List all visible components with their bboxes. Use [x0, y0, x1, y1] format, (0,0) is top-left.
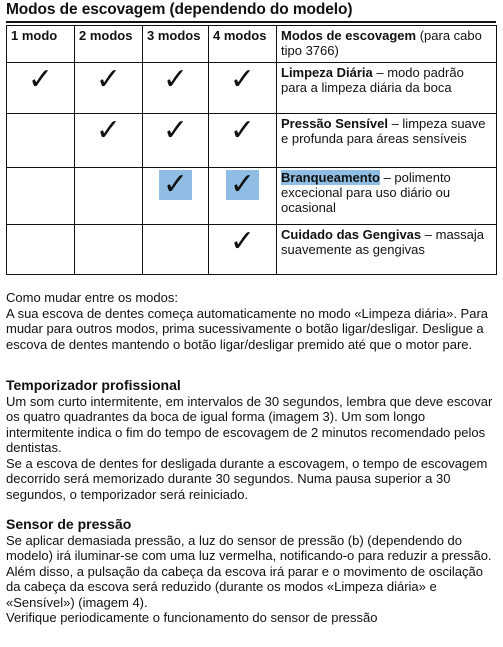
checkmark-icon: ✓ [95, 113, 122, 148]
mode-cell [7, 168, 75, 225]
timer-paragraph-1: Um som curto intermitente, em intervalos de 30 segundos, lembra que deve escovar os quatro quadrantes da boca de igual forma (imagem 3). Um som longo intermitente indica o fim do tempo de escovagem de 2 minutos recomendado pelos dentistas. [6, 393, 493, 455]
header-4-modes: 4 modos [209, 26, 277, 63]
mode-description [277, 63, 497, 114]
mode-cell [7, 225, 75, 275]
checkmark-icon: ✓ [159, 170, 192, 200]
checkmark-icon: ✓ [229, 113, 256, 148]
header-3-modes: 3 modos [143, 26, 209, 63]
table-row [7, 168, 497, 225]
checkmark-icon: ✓ [95, 62, 122, 97]
mode-name: Limpeza Diária [281, 65, 373, 80]
mode-name: Branqueamento [281, 170, 380, 185]
mode-cell [209, 114, 277, 168]
change-modes-text: A sua escova de dentes começa automaticamente no modo «Limpeza diária». Para mudar para outros modos, prima sucessivamente o botão ligar/desligar. Desligue a escova de dentes mantendo o botão ligar/desligar premido até que o motor pare. [6, 305, 489, 352]
change-modes-intro: Como mudar entre os modos: [6, 290, 178, 305]
mode-cell [143, 168, 209, 225]
mode-name: Cuidado das Gengivas [281, 227, 422, 242]
mode-text: – limpeza suave e profunda para áreas sensíveis [281, 116, 486, 146]
mode-name: Pressão Sensível [281, 116, 388, 131]
checkmark-icon: ✓ [226, 170, 259, 200]
header-2-modes: 2 modos [75, 26, 143, 63]
mode-cell [75, 63, 143, 114]
mode-cell [7, 114, 75, 168]
header-brushing-modes-label: Modos de escovagem [281, 28, 417, 43]
pressure-paragraph-1: Se aplicar demasiada pressão, a luz do sensor de pressão (b) (dependendo do modelo) irá iluminar-se com uma luz vermelha, notificando-o para reduzir a pressão. Além disso, a pulsação da cabeça da escova irá parar e o movimento de oscilação da cabeça da escova será reduzido (durante os modos «Limpeza diária» e «Sensível») (imagem 4). [6, 532, 492, 610]
table-header-row [7, 26, 497, 63]
timer-paragraph-2: Se a escova de dentes for desligada durante a escovagem, o tempo de escovagem decorrido será memorizado durante 30 segundos. Numa pausa superior a 30 segundos, o temporizador será reiniciado. [6, 455, 488, 502]
mode-cell [143, 63, 209, 114]
header-handle-type: (para cabo tipo 3766) [281, 28, 482, 58]
pressure-title: Sensor de pressão [6, 516, 132, 532]
mode-cell [75, 114, 143, 168]
mode-cell [209, 225, 277, 275]
modes-table [6, 25, 497, 275]
checkmark-icon: ✓ [229, 224, 256, 259]
mode-cell [75, 168, 143, 225]
section-heading-modes: Modos de escovagem (dependendo do modelo) [6, 1, 353, 18]
timer-title: Temporizador profissional [6, 377, 181, 393]
mode-cell [143, 225, 209, 275]
checkmark-icon: ✓ [162, 113, 189, 148]
mode-text: – polimento excecional para uso diário ou ocasional [281, 170, 451, 215]
mode-text: – modo padrão para a limpeza diária da boca [281, 65, 464, 95]
table-row [7, 63, 497, 114]
checkmark-icon: ✓ [162, 62, 189, 97]
mode-cell [209, 63, 277, 114]
checkmark-icon: ✓ [229, 62, 256, 97]
table-row [7, 114, 497, 168]
mode-description [277, 225, 497, 275]
mode-description [277, 114, 497, 168]
change-modes-block [6, 290, 496, 352]
mode-cell [143, 114, 209, 168]
pressure-paragraph-2: Verifique periodicamente o funcionamento do sensor de pressão [6, 610, 378, 625]
mode-cell [7, 63, 75, 114]
table-row [7, 225, 497, 275]
header-1-mode: 1 modo [7, 26, 75, 63]
mode-description [277, 168, 497, 225]
pressure-block [6, 517, 496, 626]
mode-cell [209, 168, 277, 225]
timer-block [6, 378, 496, 502]
heading-rule [6, 21, 496, 23]
header-brushing-modes [277, 26, 497, 63]
mode-text: – massaja suavemente as gengivas [281, 227, 485, 257]
checkmark-icon: ✓ [27, 62, 54, 97]
mode-cell [75, 225, 143, 275]
